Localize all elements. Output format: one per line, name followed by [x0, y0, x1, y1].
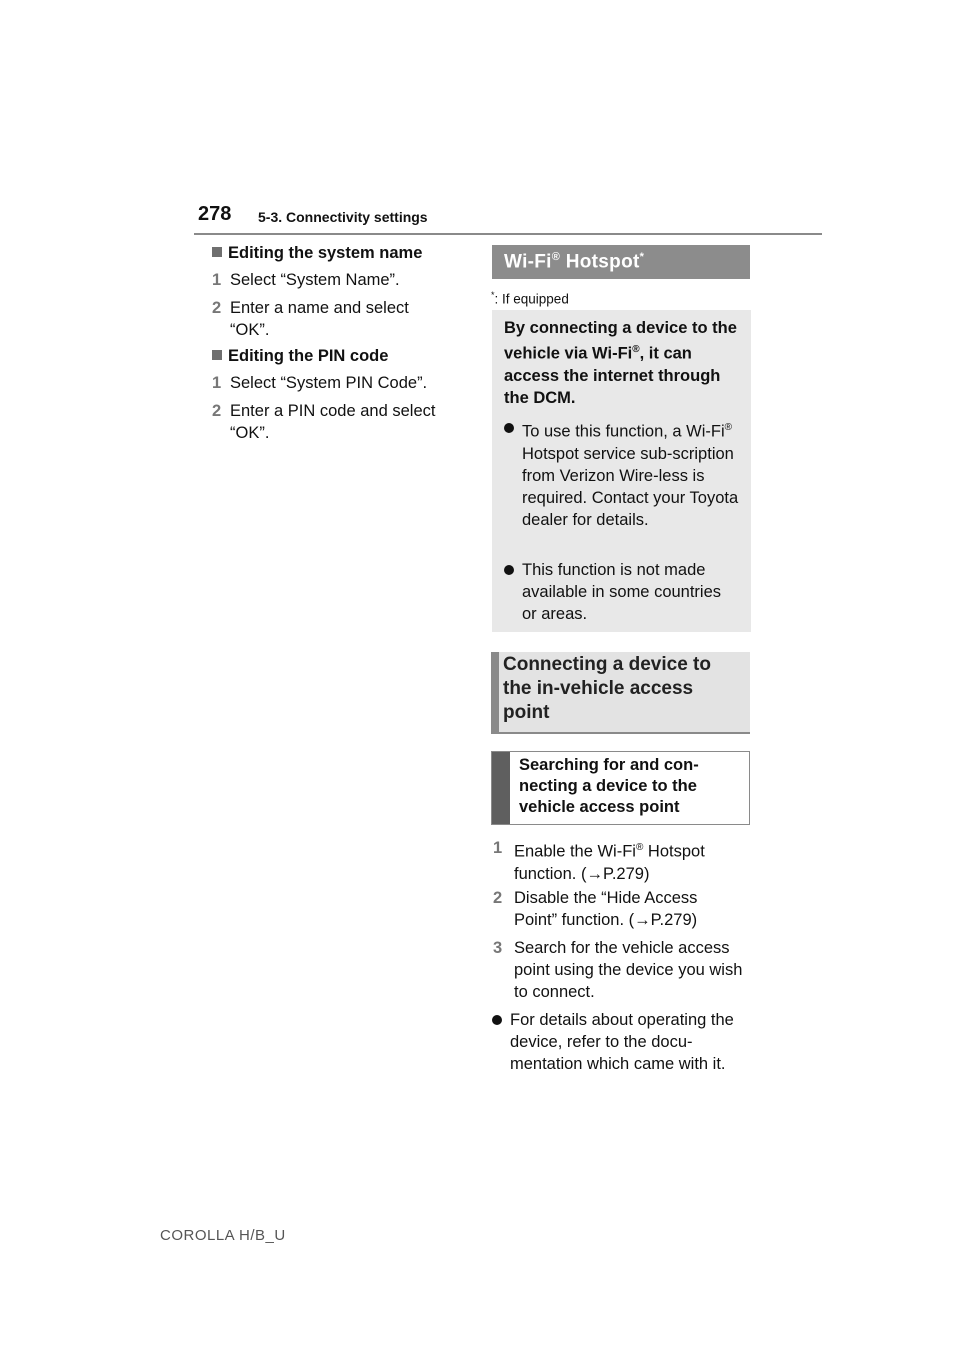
- footnote: *: If equipped: [491, 290, 569, 307]
- step-item: 2 Enter a PIN code and select “OK”.: [212, 402, 436, 442]
- step-item: 1 Enable the Wi-Fi® Hotspot function. (→P.279): [493, 839, 705, 883]
- section-heading: Connecting a device to the in-vehicle access point: [491, 652, 750, 734]
- system-name-heading: Editing the system name: [212, 244, 422, 263]
- info-lead: By connecting a device to the vehicle via Wi-Fi®, it can access the internet through the DCM.: [504, 319, 737, 407]
- square-bullet-icon: [212, 247, 222, 257]
- step-item: 1 Select “System PIN Code”.: [212, 374, 428, 392]
- sub-heading: Searching for and con-necting a device to the vehicle access point: [491, 751, 750, 825]
- list-item: This function is not made available in some countries or areas.: [504, 559, 744, 625]
- header-divider: [194, 233, 822, 235]
- pin-code-heading: Editing the PIN code: [212, 347, 388, 366]
- square-bullet-icon: [212, 350, 222, 360]
- step-item: 2 Disable the “Hide Access Point” function. (→P.279): [493, 889, 698, 929]
- footer-model: COROLLA H/B_U: [160, 1227, 286, 1244]
- step-item: 3 Search for the vehicle access point using the device you wish to connect.: [493, 939, 743, 1001]
- list-item: For details about operating the device, refer to the docu-mentation which came with it.: [492, 1009, 752, 1075]
- bullet-dot-icon: [492, 1015, 502, 1025]
- step-item: 2 Enter a name and select “OK”.: [212, 299, 409, 339]
- page-number: 278: [198, 203, 232, 225]
- list-item: To use this function, a Wi-Fi® Hotspot service sub-scription from Verizon Wire-less is required. Contact your Toyota dealer for details.: [504, 417, 744, 549]
- heading-bar: [491, 652, 499, 734]
- section-title: 5-3. Connectivity settings: [258, 209, 428, 225]
- info-box: [492, 310, 751, 632]
- bullet-dot-icon: [504, 423, 514, 433]
- bullet-dot-icon: [504, 565, 514, 575]
- wifi-hotspot-title: Wi-Fi® Hotspot*: [492, 245, 750, 279]
- subheading-bar: [492, 752, 510, 824]
- step-item: 1 Select “System Name”.: [212, 271, 400, 289]
